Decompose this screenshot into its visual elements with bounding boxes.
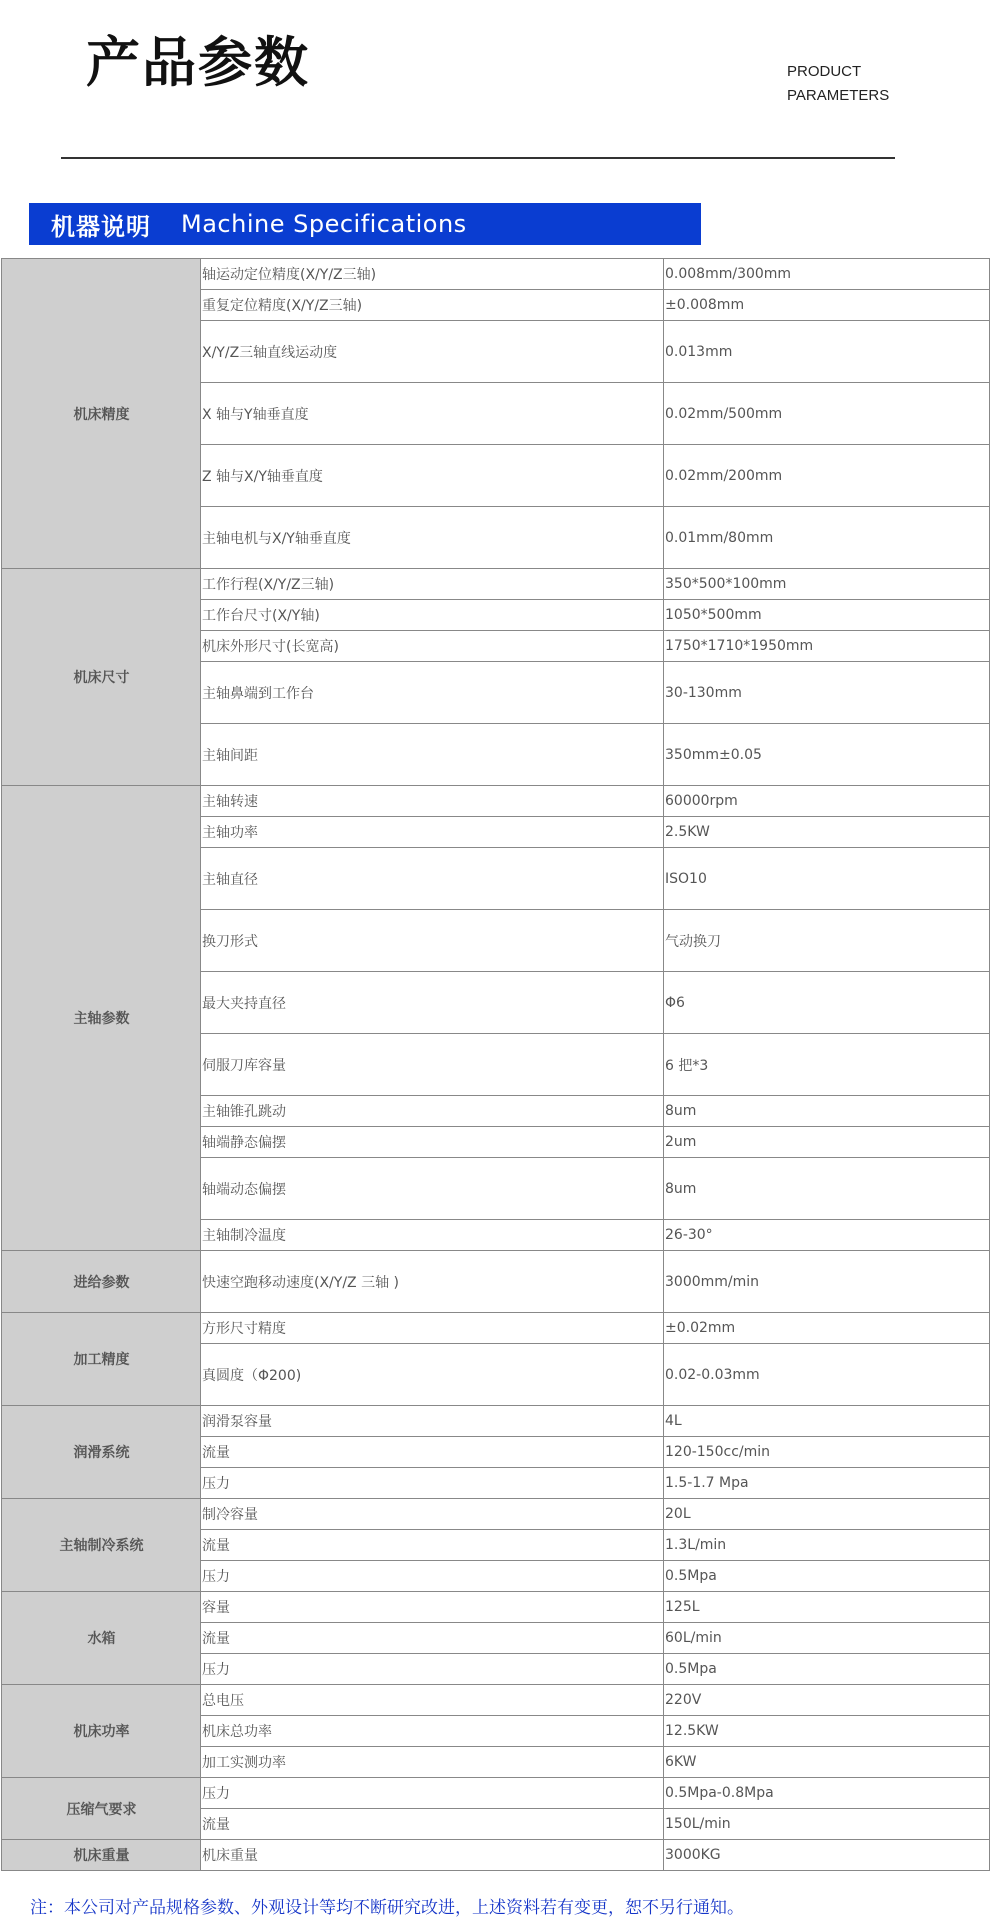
param-value-cell: 350mm±0.05: [664, 724, 990, 786]
param-value-cell: 0.5Mpa: [664, 1654, 990, 1685]
param-name-cell: 容量: [201, 1592, 664, 1623]
param-value-cell: 150L/min: [664, 1809, 990, 1840]
category-cell: 机床重量: [2, 1840, 201, 1871]
param-name-cell: 主轴电机与X/Y轴垂直度: [201, 507, 664, 569]
category-cell: 机床精度: [2, 259, 201, 569]
table-row: [2, 1840, 990, 1871]
param-name-cell: 机床重量: [201, 1840, 664, 1871]
param-name-cell: 加工实测功率: [201, 1747, 664, 1778]
footer-note: 注：本公司对产品规格参数、外观设计等均不断研究改进，上述资料若有变更，恕不另行通知。: [30, 1898, 744, 1918]
param-value-cell: 8um: [664, 1158, 990, 1220]
subtitle-line-1: PRODUCT: [787, 63, 862, 80]
param-name-cell: 主轴转速: [201, 786, 664, 817]
param-name-cell: 制冷容量: [201, 1499, 664, 1530]
page-title: 产品参数: [86, 31, 310, 94]
param-value-cell: 26-30°: [664, 1220, 990, 1251]
param-name-cell: 主轴直径: [201, 848, 664, 910]
param-name-cell: 流量: [201, 1530, 664, 1561]
param-name-cell: 快速空跑移动速度(X/Y/Z 三轴 ): [201, 1251, 664, 1313]
section-banner: [29, 203, 701, 245]
param-name-cell: 工作行程(X/Y/Z三轴): [201, 569, 664, 600]
page-subtitle: [787, 60, 889, 108]
spec-table: [1, 258, 990, 1871]
param-value-cell: 60000rpm: [664, 786, 990, 817]
param-value-cell: ±0.008mm: [664, 290, 990, 321]
param-value-cell: 1.3L/min: [664, 1530, 990, 1561]
param-name-cell: 润滑泵容量: [201, 1406, 664, 1437]
category-cell: 润滑系统: [2, 1406, 201, 1499]
param-value-cell: ISO10: [664, 848, 990, 910]
param-name-cell: 轴端动态偏摆: [201, 1158, 664, 1220]
param-value-cell: 0.5Mpa-0.8Mpa: [664, 1778, 990, 1809]
subtitle-line-2: PARAMETERS: [787, 87, 890, 104]
param-name-cell: 真圆度（Φ200): [201, 1344, 664, 1406]
param-value-cell: 220V: [664, 1685, 990, 1716]
param-name-cell: 机床外形尺寸(长宽高): [201, 631, 664, 662]
param-name-cell: 主轴鼻端到工作台: [201, 662, 664, 724]
category-cell: 主轴制冷系统: [2, 1499, 201, 1592]
category-cell: 机床尺寸: [2, 569, 201, 786]
param-name-cell: 流量: [201, 1437, 664, 1468]
category-cell: 压缩气要求: [2, 1778, 201, 1840]
table-row: [2, 1685, 990, 1716]
banner-title-en: Machine Specifications: [181, 210, 467, 238]
param-value-cell: 1750*1710*1950mm: [664, 631, 990, 662]
table-row: [2, 1499, 990, 1530]
param-value-cell: Φ6: [664, 972, 990, 1034]
category-cell: 加工精度: [2, 1313, 201, 1406]
param-value-cell: 0.01mm/80mm: [664, 507, 990, 569]
param-name-cell: 主轴功率: [201, 817, 664, 848]
param-name-cell: 压力: [201, 1778, 664, 1809]
param-value-cell: 0.013mm: [664, 321, 990, 383]
param-value-cell: 12.5KW: [664, 1716, 990, 1747]
param-value-cell: 2.5KW: [664, 817, 990, 848]
param-name-cell: 工作台尺寸(X/Y轴): [201, 600, 664, 631]
table-row: [2, 786, 990, 817]
category-cell: 水箱: [2, 1592, 201, 1685]
param-value-cell: 4L: [664, 1406, 990, 1437]
param-name-cell: 重复定位精度(X/Y/Z三轴): [201, 290, 664, 321]
table-row: [2, 569, 990, 600]
table-row: [2, 1251, 990, 1313]
param-name-cell: 流量: [201, 1809, 664, 1840]
param-name-cell: 压力: [201, 1561, 664, 1592]
param-value-cell: 8um: [664, 1096, 990, 1127]
param-name-cell: 流量: [201, 1623, 664, 1654]
param-value-cell: 350*500*100mm: [664, 569, 990, 600]
table-row: [2, 1592, 990, 1623]
param-name-cell: 压力: [201, 1468, 664, 1499]
param-value-cell: 0.008mm/300mm: [664, 259, 990, 290]
category-cell: 进给参数: [2, 1251, 201, 1313]
param-name-cell: Z 轴与X/Y轴垂直度: [201, 445, 664, 507]
param-name-cell: X 轴与Y轴垂直度: [201, 383, 664, 445]
table-row: [2, 1313, 990, 1344]
header-divider: [61, 157, 895, 159]
param-value-cell: 6KW: [664, 1747, 990, 1778]
param-name-cell: 主轴间距: [201, 724, 664, 786]
param-value-cell: 1050*500mm: [664, 600, 990, 631]
param-name-cell: 主轴制冷温度: [201, 1220, 664, 1251]
param-name-cell: 伺服刀库容量: [201, 1034, 664, 1096]
param-value-cell: 2um: [664, 1127, 990, 1158]
param-name-cell: 机床总功率: [201, 1716, 664, 1747]
param-name-cell: 轴运动定位精度(X/Y/Z三轴): [201, 259, 664, 290]
table-row: [2, 259, 990, 290]
spec-table-body: [2, 259, 990, 1871]
param-value-cell: 0.02mm/200mm: [664, 445, 990, 507]
param-name-cell: 换刀形式: [201, 910, 664, 972]
param-value-cell: 气动换刀: [664, 910, 990, 972]
param-name-cell: 方形尺寸精度: [201, 1313, 664, 1344]
param-name-cell: 主轴锥孔跳动: [201, 1096, 664, 1127]
param-value-cell: 0.02-0.03mm: [664, 1344, 990, 1406]
param-value-cell: 6 把*3: [664, 1034, 990, 1096]
param-value-cell: 120-150cc/min: [664, 1437, 990, 1468]
param-value-cell: 1.5-1.7 Mpa: [664, 1468, 990, 1499]
param-name-cell: 总电压: [201, 1685, 664, 1716]
category-cell: 机床功率: [2, 1685, 201, 1778]
table-row: [2, 1406, 990, 1437]
category-cell: 主轴参数: [2, 786, 201, 1251]
table-row: [2, 1778, 990, 1809]
param-value-cell: 125L: [664, 1592, 990, 1623]
param-value-cell: 30-130mm: [664, 662, 990, 724]
banner-title-cn: 机器说明: [51, 212, 151, 241]
param-name-cell: X/Y/Z三轴直线运动度: [201, 321, 664, 383]
param-value-cell: 20L: [664, 1499, 990, 1530]
param-name-cell: 最大夹持直径: [201, 972, 664, 1034]
param-value-cell: 0.02mm/500mm: [664, 383, 990, 445]
param-value-cell: 3000KG: [664, 1840, 990, 1871]
param-name-cell: 轴端静态偏摆: [201, 1127, 664, 1158]
param-value-cell: 60L/min: [664, 1623, 990, 1654]
param-value-cell: 0.5Mpa: [664, 1561, 990, 1592]
param-name-cell: 压力: [201, 1654, 664, 1685]
param-value-cell: 3000mm/min: [664, 1251, 990, 1313]
param-value-cell: ±0.02mm: [664, 1313, 990, 1344]
